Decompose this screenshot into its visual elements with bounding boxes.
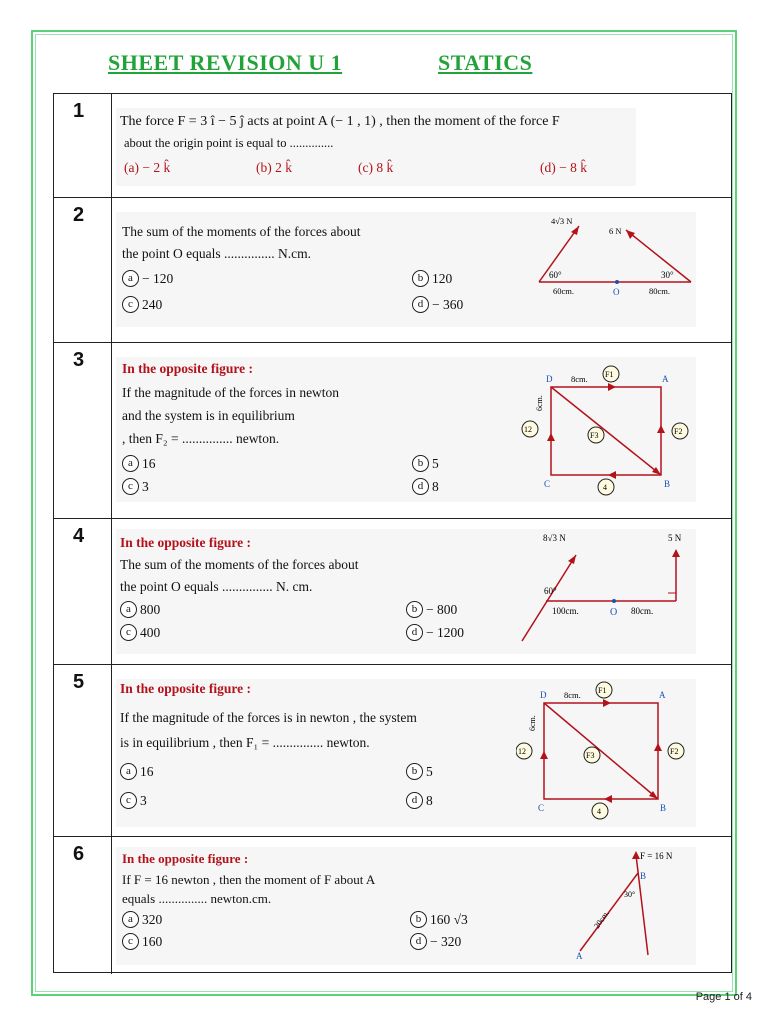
option-a[interactable] <box>120 601 160 618</box>
question-text: about the origin point is equal to .............. <box>124 136 334 150</box>
vertex-label: A <box>659 690 666 700</box>
option-letter: c <box>120 792 137 809</box>
question-text: If the magnitude of the forces is in newton , the system <box>120 710 417 725</box>
question-row-3 <box>54 343 731 519</box>
option-a[interactable]: (a) − 2 k̂ <box>124 160 171 175</box>
option-d[interactable]: (d) − 8 k̂ <box>540 160 587 175</box>
distance-label: 60cm. <box>553 286 575 296</box>
force-label: F3 <box>590 431 599 440</box>
question-panel <box>116 529 696 654</box>
option-letter: a <box>122 911 139 928</box>
option-letter: b <box>412 455 429 472</box>
option-value: 240 <box>142 296 163 312</box>
force-label: 4 <box>597 807 601 816</box>
option-c[interactable] <box>122 296 162 313</box>
point-label: B <box>640 871 647 881</box>
question-panel <box>116 847 696 965</box>
force-label: 4 <box>603 483 607 492</box>
distance-label: 100cm. <box>552 606 579 616</box>
option-value: 160 <box>142 933 163 949</box>
questions-table <box>53 93 732 973</box>
number-cell <box>54 665 112 836</box>
rectangle-force-figure <box>516 681 696 821</box>
option-value: 160 √3 <box>430 911 468 927</box>
question-row-6 <box>54 837 731 974</box>
question-text: the point O equals ............... N. cm. <box>120 579 313 594</box>
page-number: Page 1 of 4 <box>695 991 752 1003</box>
angle-label: 30° <box>661 270 674 280</box>
question-panel <box>116 212 696 327</box>
title-left: SHEET REVISION U 1 <box>108 50 343 75</box>
vertex-label: A <box>662 374 669 384</box>
option-value: 5 <box>426 763 433 779</box>
option-letter: d <box>410 933 427 950</box>
option-value: 400 <box>140 624 161 640</box>
force-label: F3 <box>586 751 595 760</box>
number-cell <box>54 837 112 974</box>
force-label: F2 <box>670 747 679 756</box>
option-b[interactable] <box>412 270 452 287</box>
option-c[interactable] <box>120 792 147 809</box>
option-d[interactable] <box>406 624 464 641</box>
question-text: , then F₂ = ............... newton. <box>122 431 280 446</box>
option-letter: b <box>406 601 423 618</box>
question-heading: In the opposite figure : <box>120 681 252 696</box>
option-d[interactable] <box>410 933 461 950</box>
vertex-label: D <box>546 374 553 384</box>
option-d[interactable] <box>412 478 439 495</box>
question-number: 4 <box>73 525 85 547</box>
question-text: The sum of the moments of the forces about <box>120 557 359 572</box>
option-letter: d <box>412 478 429 495</box>
question-row-4 <box>54 519 731 665</box>
point-label: A <box>576 951 583 961</box>
option-letter: d <box>412 296 429 313</box>
force-label: 8√3 N <box>543 533 566 543</box>
force-label: 12 <box>524 425 532 434</box>
distance-label: 80cm. <box>631 606 654 616</box>
question-number: 6 <box>73 843 85 865</box>
option-letter: c <box>120 624 137 641</box>
option-a[interactable] <box>120 763 154 780</box>
question-panel <box>116 357 696 502</box>
option-letter: d <box>406 792 423 809</box>
angle-label: 60° <box>549 270 562 280</box>
vertex-label: C <box>538 803 545 813</box>
question-number: 3 <box>73 349 85 371</box>
question-text: If the magnitude of the forces in newton <box>122 385 340 400</box>
force-label: F2 <box>674 427 683 436</box>
option-b[interactable] <box>412 455 439 472</box>
option-letter: c <box>122 296 139 313</box>
option-value: 8 <box>432 478 439 494</box>
option-value: 120 <box>432 270 453 286</box>
force-label: 12 <box>518 747 526 756</box>
option-letter: a <box>122 455 139 472</box>
dimension-label: 6cm. <box>528 715 537 731</box>
question-text: equals ............... newton.cm. <box>122 891 272 906</box>
option-letter: c <box>122 478 139 495</box>
option-value: 3 <box>142 478 149 494</box>
option-letter: b <box>410 911 427 928</box>
title-right: STATICS <box>438 50 533 75</box>
option-d[interactable] <box>412 296 463 313</box>
number-cell <box>54 519 112 664</box>
force-label: F = 16 N <box>640 851 673 861</box>
option-value: − 320 <box>430 933 462 949</box>
force-label: F1 <box>605 370 614 379</box>
question-row-1 <box>54 94 731 198</box>
force-label: 6 N <box>609 226 622 236</box>
option-letter: a <box>122 270 139 287</box>
option-letter: d <box>406 624 423 641</box>
question-text: The force F = 3 î − 5 ĵ acts at point A (− 1 , 1) , then the moment of the force F <box>120 114 560 129</box>
sheet-title <box>108 50 568 80</box>
vertex-label: D <box>540 690 547 700</box>
option-value: 3 <box>140 792 147 808</box>
question-heading: In the opposite figure : <box>122 851 249 866</box>
number-cell <box>54 94 112 197</box>
number-cell <box>54 198 112 342</box>
option-b[interactable]: (b) 2 k̂ <box>256 160 292 175</box>
force-label: 4√3 N <box>551 216 573 226</box>
question-text: is in equilibrium , then F₁ = ............... newton. <box>120 735 370 750</box>
option-c[interactable] <box>122 933 162 950</box>
lever-force-figure <box>516 529 696 644</box>
option-value: 320 <box>142 911 163 927</box>
option-a[interactable] <box>122 455 156 472</box>
question-panel <box>116 108 636 186</box>
option-value: − 360 <box>432 296 464 312</box>
inclined-rod-figure <box>576 847 696 965</box>
option-b[interactable] <box>406 601 457 618</box>
question-heading: In the opposite figure : <box>120 535 252 550</box>
option-d[interactable] <box>406 792 433 809</box>
option-value: 5 <box>432 455 439 471</box>
length-label: 20cm. <box>592 908 611 931</box>
option-a[interactable] <box>122 270 173 287</box>
option-letter: c <box>122 933 139 950</box>
distance-label: 80cm. <box>649 286 671 296</box>
option-letter: b <box>412 270 429 287</box>
number-cell <box>54 343 112 518</box>
question-text: The sum of the moments of the forces about <box>122 224 361 239</box>
option-value: 16 <box>142 455 156 471</box>
option-value: − 120 <box>142 270 174 286</box>
option-letter: a <box>120 601 137 618</box>
dimension-label: 8cm. <box>571 374 588 384</box>
force-label: 5 N <box>668 533 682 543</box>
option-letter: a <box>120 763 137 780</box>
question-row-5 <box>54 665 731 837</box>
question-number: 2 <box>73 204 85 226</box>
dimension-label: 8cm. <box>564 690 581 700</box>
option-letter: b <box>406 763 423 780</box>
question-heading: In the opposite figure : <box>122 361 254 376</box>
vertex-label: B <box>660 803 667 813</box>
vertex-label: B <box>664 479 671 489</box>
force-label: F1 <box>598 686 607 695</box>
option-value: 8 <box>426 792 433 808</box>
rectangle-force-figure <box>516 363 696 499</box>
angle-label: 30° <box>624 890 636 899</box>
question-panel <box>116 679 696 827</box>
option-value: − 1200 <box>426 624 464 640</box>
option-b[interactable] <box>406 763 433 780</box>
option-a[interactable] <box>122 911 162 928</box>
vertex-label: C <box>544 479 551 489</box>
option-value: 800 <box>140 601 161 617</box>
question-text: and the system is in equilibrium <box>122 408 295 423</box>
point-label: O <box>613 287 620 297</box>
dimension-label: 6cm. <box>535 395 544 411</box>
question-number: 5 <box>73 671 85 693</box>
question-text: the point O equals ............... N.cm. <box>122 246 311 261</box>
option-value: − 800 <box>426 601 458 617</box>
question-row-2 <box>54 198 731 343</box>
question-text: If F = 16 newton , then the moment of F about A <box>122 872 376 887</box>
option-c[interactable] <box>122 478 149 495</box>
option-b[interactable] <box>410 911 468 928</box>
point-label: O <box>610 607 618 618</box>
question-number: 1 <box>73 100 85 122</box>
angle-label: 60° <box>544 586 557 596</box>
option-value: 16 <box>140 763 154 779</box>
option-c[interactable] <box>120 624 160 641</box>
option-c[interactable]: (c) 8 k̂ <box>358 160 394 175</box>
triangle-force-figure <box>531 212 696 300</box>
